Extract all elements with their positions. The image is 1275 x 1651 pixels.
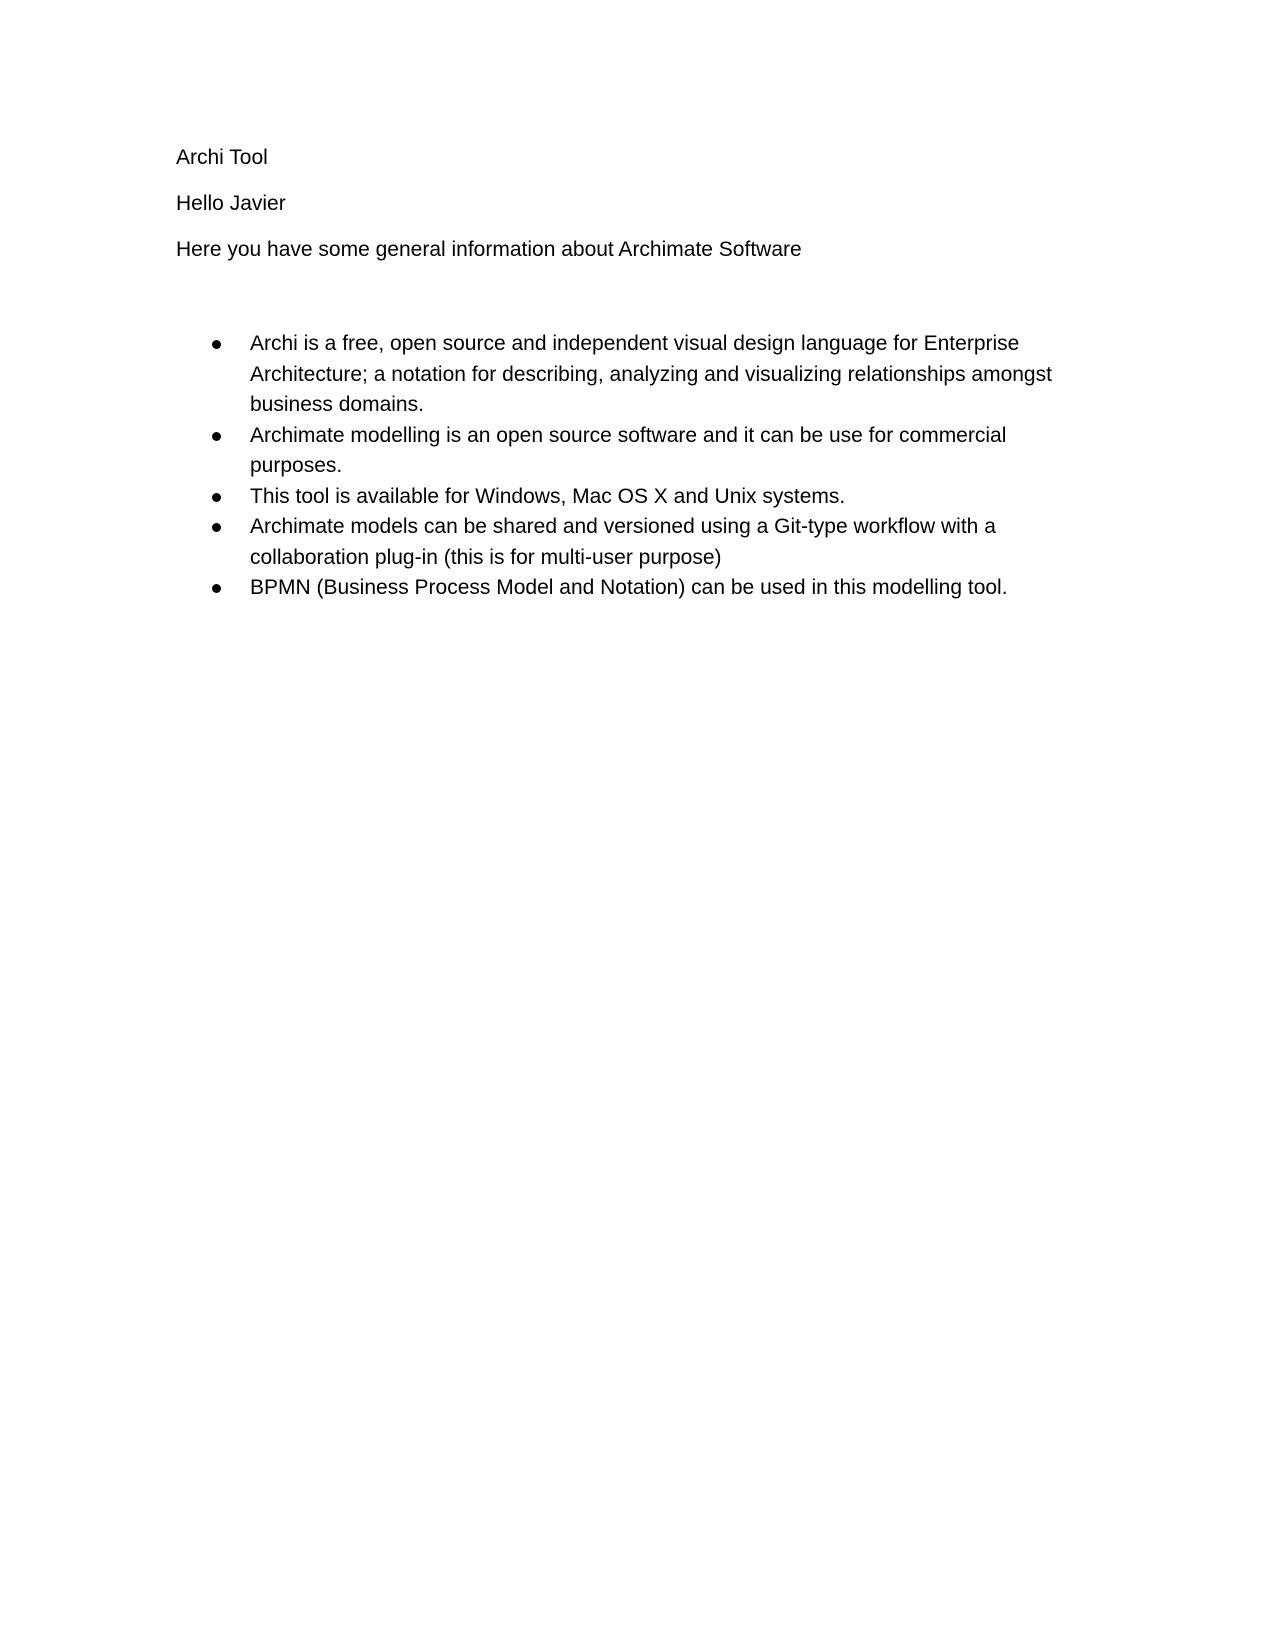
bullet-dot-icon bbox=[212, 584, 221, 593]
greeting-line: Hello Javier bbox=[176, 192, 286, 215]
bullet-dot-icon bbox=[212, 523, 221, 532]
list-item-text: This tool is available for Windows, Mac OS X and Unix systems. bbox=[250, 484, 846, 508]
list-item-text: BPMN (Business Process Model and Notation) can be used in this modelling tool. bbox=[250, 576, 1008, 599]
list-item-text: Archi is a free, open source and independent visual design language for Enterprise Architecture; a notation for describing, analyzing and visualizing relationships amongst business domains. bbox=[250, 332, 1052, 416]
document-title: Archi Tool bbox=[176, 146, 268, 169]
document-body bbox=[176, 143, 1096, 604]
list-item-text: Archimate modelling is an open source software and it can be use for commercial purposes. bbox=[250, 423, 1007, 477]
bullet-dot-icon bbox=[212, 493, 221, 502]
list-item-text: Archimate models can be shared and versioned using a Git-type workflow with a collaboration plug-in (this is for multi-user purpose) bbox=[250, 515, 996, 569]
bullet-dot-icon bbox=[212, 340, 221, 349]
intro-line: Here you have some general information about Archimate Software bbox=[176, 238, 802, 261]
list-item bbox=[176, 512, 1080, 573]
list-item bbox=[176, 482, 1080, 513]
bullet-list bbox=[176, 329, 1096, 604]
list-item bbox=[176, 573, 1080, 604]
list-item bbox=[176, 329, 1080, 421]
list-item bbox=[176, 421, 1080, 482]
bullet-dot-icon bbox=[212, 432, 221, 441]
